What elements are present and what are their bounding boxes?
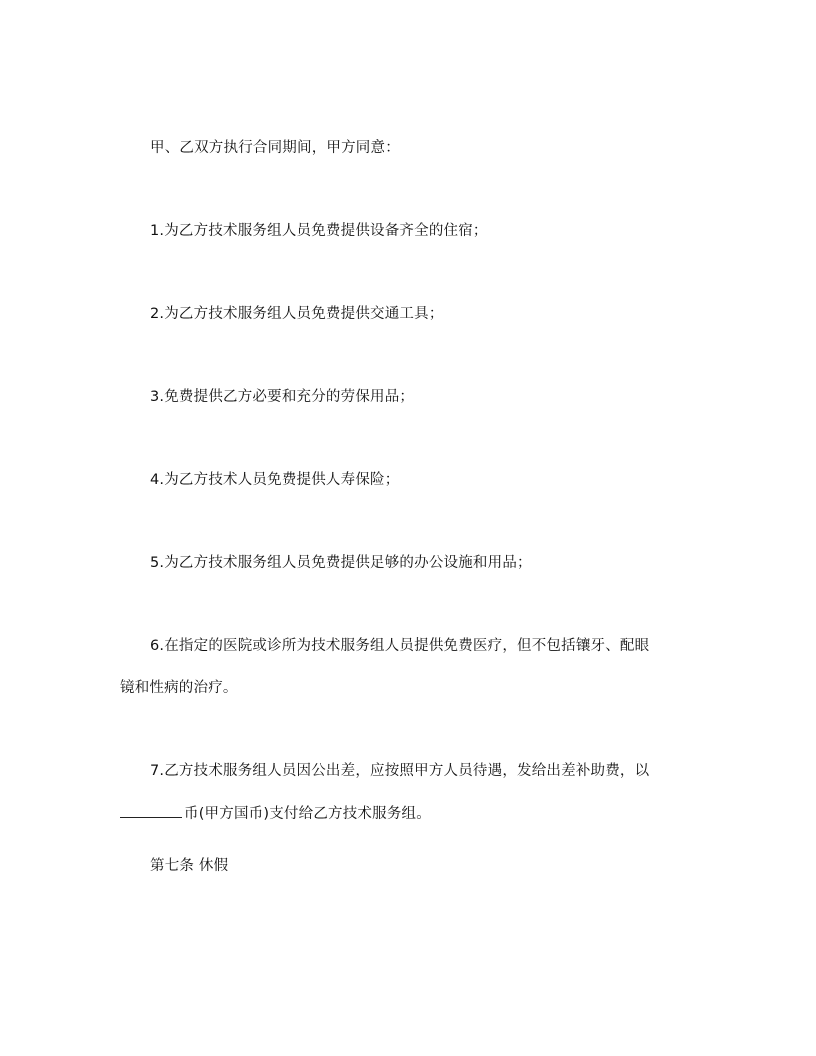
list-item: 4.为乙方技术人员免费提供人寿保险； [150, 472, 400, 488]
list-item: 5.为乙方技术服务组人员免费提供足够的办公设施和用品； [150, 555, 532, 571]
list-item-continuation [120, 803, 431, 824]
intro-paragraph: 甲、乙双方执行合同期间，甲方同意： [150, 140, 400, 156]
list-item-continuation: 镜和性病的治疗。 [120, 680, 238, 696]
list-item: 3.免费提供乙方必要和充分的劳保用品； [150, 389, 415, 405]
currency-text: 币(甲方国币)支付给乙方技术服务组。 [184, 806, 431, 822]
list-item: 1.为乙方技术服务组人员免费提供设备齐全的住宿； [150, 223, 488, 239]
article-heading: 第七条 休假 [150, 858, 229, 874]
list-item-line: 7.乙方技术服务组人员因公出差，应按照甲方人员待遇，发给出差补助费，以 [150, 763, 650, 779]
fill-in-blank [120, 803, 182, 818]
list-item-line: 6.在指定的医院或诊所为技术服务组人员提供免费医疗，但不包括镶牙、配眼 [150, 638, 650, 654]
list-item: 2.为乙方技术服务组人员免费提供交通工具； [150, 306, 444, 322]
